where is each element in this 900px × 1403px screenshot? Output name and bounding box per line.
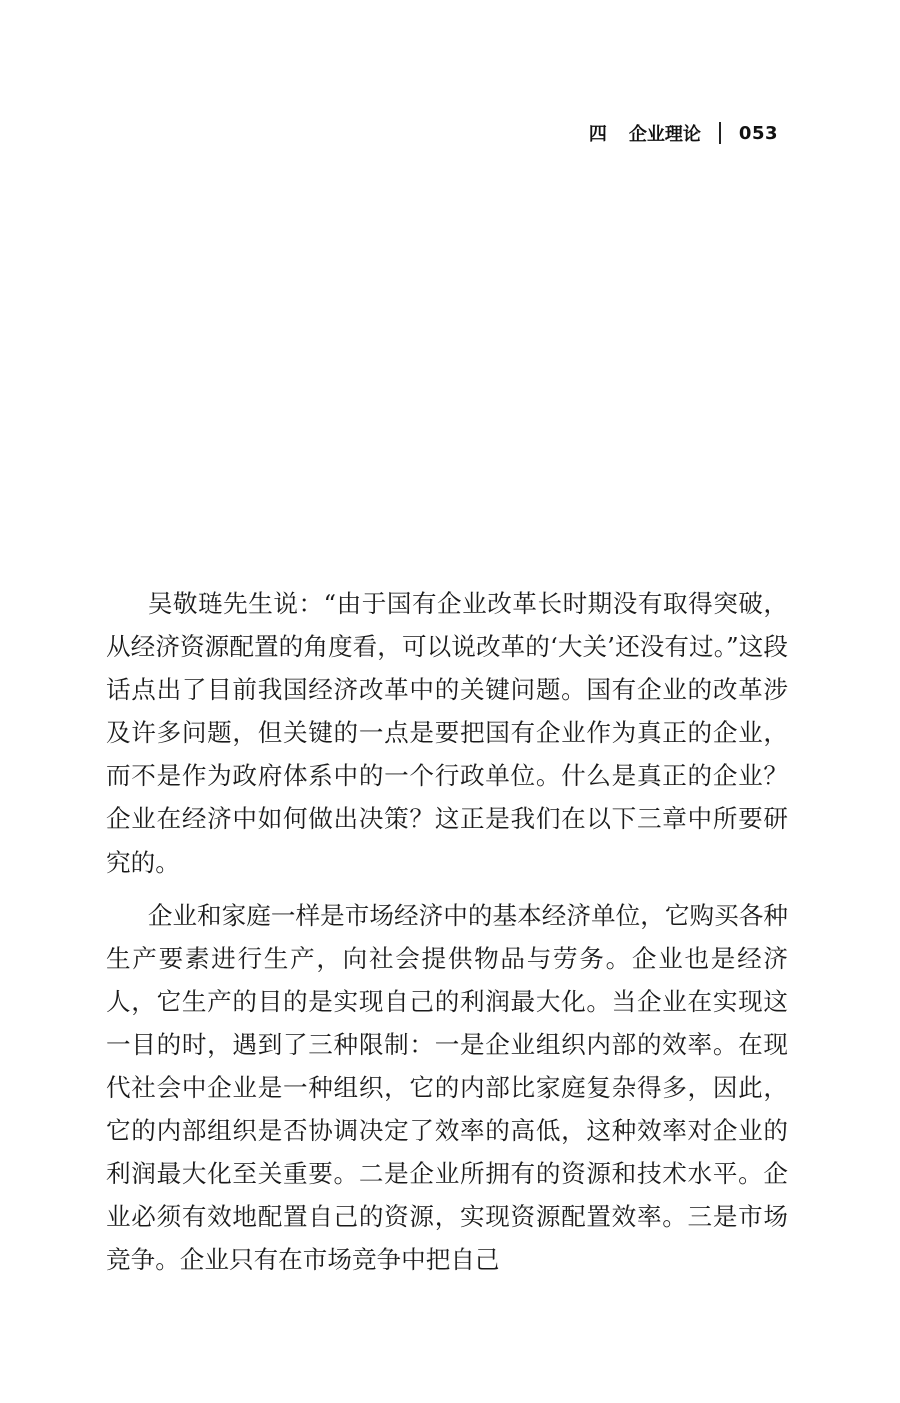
running-head — [589, 118, 778, 148]
chapter-number: 四 — [588, 124, 607, 145]
page-number: 053 — [738, 122, 778, 144]
paragraph-1: 吴敬琏先生说：“由于国有企业改革长时期没有取得突破，从经济资源配置的角度看，可以说改革的‘大关’还没有过。”这段话点出了目前我国经济改革中的关键问题。国有企业的改革涉及许多问题，但关键的一点是要把国有企业作为真正的企业，而不是作为政府体系中的一个行政单位。什么是真正的企业？企业在经济中如何做出决策？这正是我们在以下三章中所要研究的。 — [106, 589, 788, 877]
chapter-title: 企业理论 — [628, 124, 701, 145]
paragraph-2: 企业和家庭一样是市场经济中的基本经济单位，它购买各种生产要素进行生产，向社会提供物品与劳务。企业也是经济人，它生产的目的是实现自己的利润最大化。当企业在实现这一目的时，遇到了三种限制：一是企业组织内部的效率。在现代社会中企业是一种组织，它的内部比家庭复杂得多，因此，它的内部组织是否协调决定了效率的高低，这种效率对企业的利润最大化至关重要。二是企业所拥有的资源和技术水平。企业必须有效地配置自己的资源，实现资源配置效率。三是市场竞争。企业只有在市场竞争中把自己 — [106, 900, 788, 1275]
body-text — [106, 582, 788, 1282]
header-divider — [719, 122, 721, 144]
